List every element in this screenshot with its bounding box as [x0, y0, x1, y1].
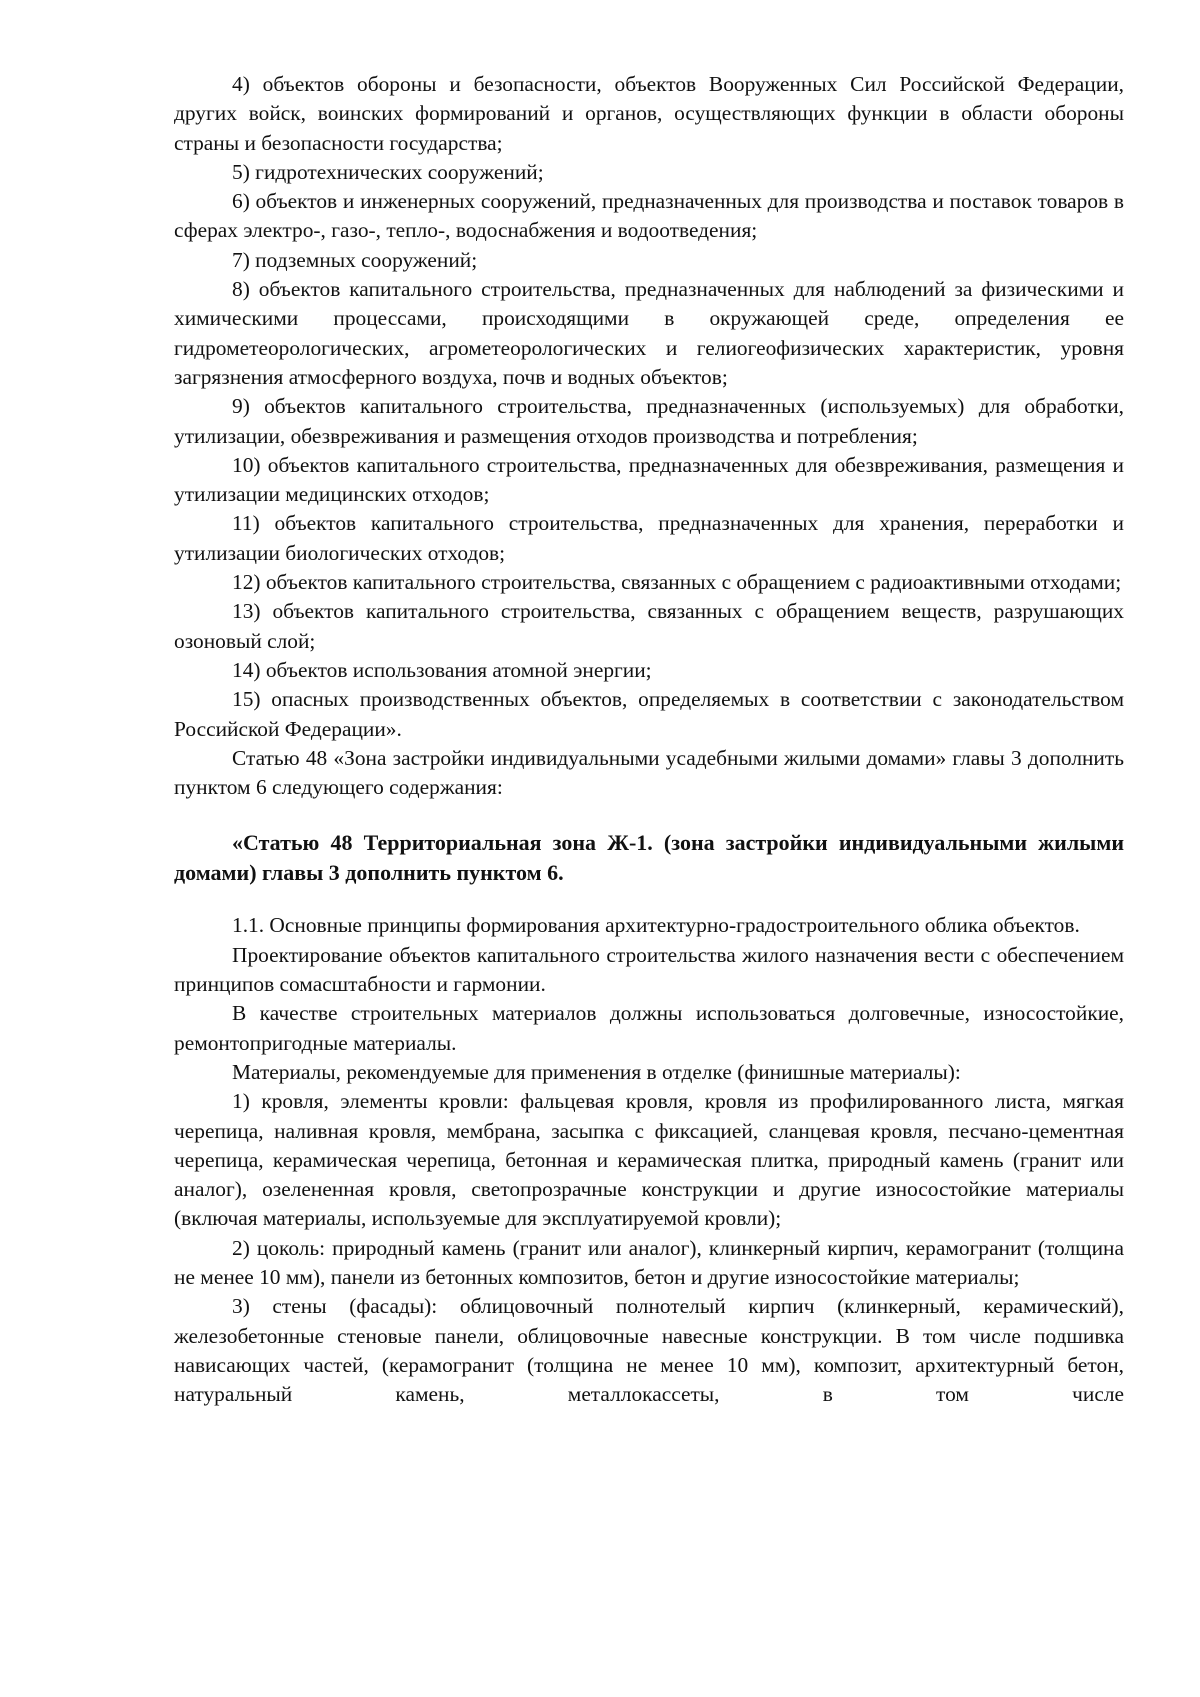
paragraph-principles: 1.1. Основные принципы формирования архитектурно-градостроительного облика объектов. — [232, 913, 1080, 938]
paragraph-materials-quality: В качестве строительных материалов должны использоваться долговечные, износостойкие, ремонтопригодные материалы. — [174, 1001, 1124, 1055]
paragraph-item-10: 10) объектов капитального строительства, предназначенных для обезвреживания, размещения и утилизации медицинских отходов; — [174, 452, 1124, 507]
paragraph-item-13: 13) объектов капитального строительства, связанных с обращением веществ, разрушающих озоновый слой; — [174, 599, 1124, 653]
section-heading: «Статью 48 Территориальная зона Ж-1. (зона застройки индивидуальными жилыми домами) главы 3 дополнить пунктом 6. — [174, 830, 1124, 886]
paragraph-item-12: 12) объектов капитального строительства, связанных с обращением с радиоактивными отходами; — [232, 570, 1122, 595]
paragraph-article-48-intro: Статью 48 «Зона застройки индивидуальными усадебными жилыми домами» главы 3 дополнить пунктом 6 следующего содержания: — [174, 745, 1124, 800]
paragraph-plinth: 2) цоколь: природный камень (гранит или аналог), клинкерный кирпич, керамогранит (толщина не менее 10 мм), панели из бетонных композитов, бетон и другие износостойкие материалы; — [174, 1235, 1124, 1289]
paragraph-item-11: 11) объектов капитального строительства, предназначенных для хранения, переработки и утилизации биологических отходов; — [174, 511, 1124, 565]
paragraph-item-5: 5) гидротехнических сооружений; — [232, 159, 544, 184]
paragraph-walls: 3) стены (фасады): облицовочный полнотелый кирпич (клинкерный, керамический), железобетонные стеновые панели, облицовочные навесные конструкции. В том числе подшивка нависающих частей, (керамогранит (толщина не менее 10 мм), композит, архитектурный бетон, натуральный камень, металлокассеты, в том числе — [174, 1294, 1124, 1407]
paragraph-item-8: 8) объектов капитального строительства, предназначенных для наблюдений за физическими и химическими процессами, происходящими в окружающей среде, определения ее гидрометеорологических, агрометеорологических и гелиогеофизических характеристик, уровня загрязнения атмосферного воздуха, почв и водных объектов; — [174, 277, 1124, 389]
paragraph-design: Проектирование объектов капитального строительства жилого назначения вести с обеспечением принципов сомасштабности и гармонии. — [174, 942, 1124, 997]
paragraph-item-6: 6) объектов и инженерных сооружений, предназначенных для производства и поставок товаров в сферах электро-, газо-, тепло-, водоснабжения и водоотведения; — [174, 189, 1124, 243]
document-page — [174, 70, 1124, 1409]
paragraph-item-7: 7) подземных сооружений; — [232, 247, 478, 272]
paragraph-item-9: 9) объектов капитального строительства, предназначенных (используемых) для обработки, утилизации, обезвреживания и размещения отходов производства и потребления; — [174, 394, 1124, 448]
paragraph-item-4: 4) объектов обороны и безопасности, объектов Вооруженных Сил Российской Федерации, других войск, воинских формирований и органов, осуществляющих функции в области обороны страны и безопасности государства; — [174, 72, 1124, 155]
paragraph-item-14: 14) объектов использования атомной энергии; — [232, 657, 652, 682]
paragraph-roof: 1) кровля, элементы кровли: фальцевая кровля, кровля из профилированного листа, мягкая черепица, наливная кровля, мембрана, засыпка с фиксацией, сланцевая кровля, песчано-цементная черепица, керамическая черепица, бетонная и керамическая плитка, природный камень (гранит или аналог), озелененная кровля, светопрозрачные конструкции и другие износостойкие материалы (включая материалы, используемые для эксплуатируемой кровли); — [174, 1089, 1124, 1231]
paragraph-item-15: 15) опасных производственных объектов, определяемых в соответствии с законодательством Российской Федерации». — [174, 687, 1124, 741]
paragraph-finish-materials: Материалы, рекомендуемые для применения в отделке (финишные материалы): — [232, 1059, 961, 1084]
